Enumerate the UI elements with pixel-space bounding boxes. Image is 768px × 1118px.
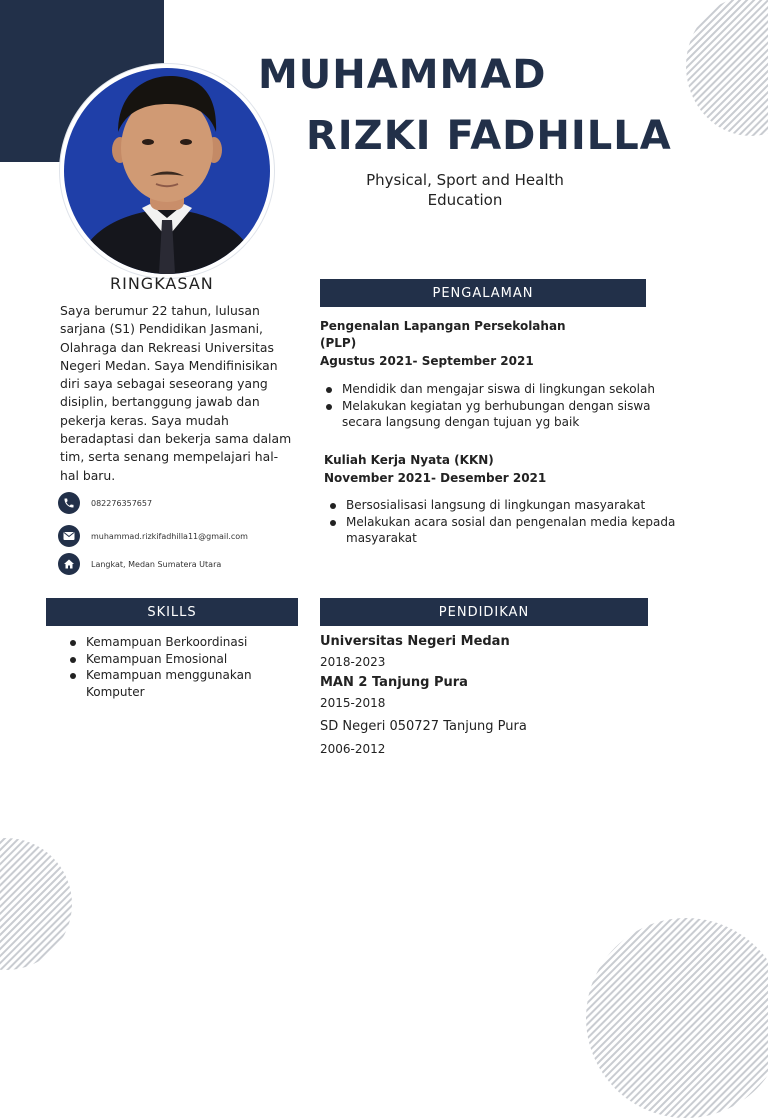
summary-heading: RINGKASAN [110,274,214,293]
education-school: MAN 2 Tanjung Pura [320,675,468,690]
education-school: SD Negeri 050727 Tanjung Pura [320,719,527,734]
list-item: Bersosialisasi langsung di lingkungan masyarakat [324,497,694,514]
contact-email [58,525,248,547]
contact-phone [58,492,152,514]
list-item: Kemampuan Emosional [64,651,294,668]
striped-circle-decoration [586,918,768,1118]
subtitle-line: Education [427,191,503,209]
experience-bullets [320,381,680,431]
experience-bullets [324,497,694,547]
phone-icon [58,492,80,514]
envelope-icon [58,525,80,547]
summary-text: Saya berumur 22 tahun, lulusan sarjana (S1) Pendidikan Jasmani, Olahraga dan Rekreasi Universitas Negeri Medan. Saya Mendifinisikan diri saya sebagai seseorang yang disiplin, bertanggung jawab dan pekerja keras. Saya mudah beradaptasi dan bekerja sama dalam tim, serta senang mempelajari hal-hal baru. [60,303,292,483]
skills-heading: SKILLS [46,598,298,626]
address: Langkat, Medan Sumatera Utara [91,559,222,569]
education-years: 2015-2018 [320,696,386,710]
profile-photo [64,68,270,274]
name-second-line: RIZKI FADHILLA [306,113,672,159]
education-years: 2006-2012 [320,742,386,756]
skills-list [64,634,294,700]
striped-circle-decoration [0,838,72,970]
education-years: 2018-2023 [320,655,386,669]
job-subtitle [350,170,580,210]
experience-dates: November 2021- Desember 2021 [324,471,547,485]
experience-heading: PENGALAMAN [320,279,646,307]
list-item: Kemampuan Berkoordinasi [64,634,294,651]
education-heading: PENDIDIKAN [320,598,648,626]
list-item: Kemampuan menggunakan Komputer [64,667,294,700]
list-item: Melakukan kegiatan yg berhubungan dengan siswa secara langsung dengan tujuan yg baik [320,398,680,431]
education-school: Universitas Negeri Medan [320,634,510,649]
contact-address [58,553,221,575]
home-icon [58,553,80,575]
list-item: Melakukan acara sosial dan pengenalan media kepada masyarakat [324,514,694,547]
list-item: Mendidik dan mengajar siswa di lingkungan sekolah [320,381,680,398]
striped-circle-decoration [686,0,768,136]
subtitle-line: Physical, Sport and Health [366,171,564,189]
experience-title: Kuliah Kerja Nyata (KKN) [324,453,494,467]
phone-number: 082276357657 [91,498,153,508]
experience-title: Pengenalan Lapangan Persekolahan (PLP) [320,319,566,350]
name-first-line: MUHAMMAD [258,52,547,98]
experience-dates: Agustus 2021- September 2021 [320,354,534,368]
email-address: muhammad.rizkifadhilla11@gmail.com [91,531,248,541]
